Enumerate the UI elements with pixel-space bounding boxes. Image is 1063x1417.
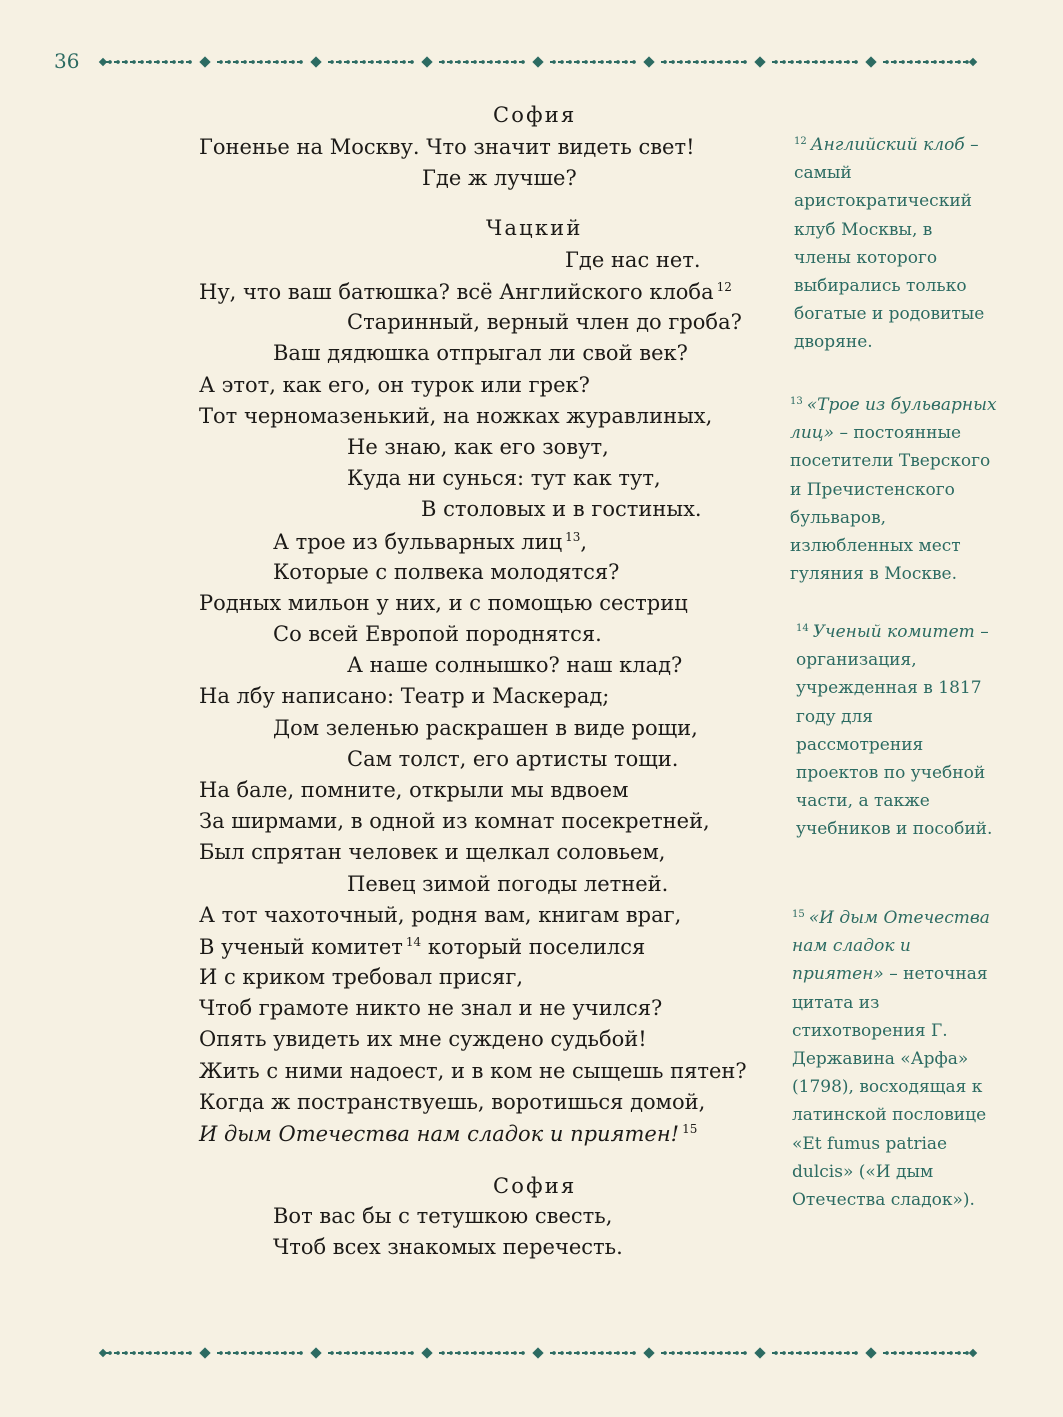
verse-line: На бале, помните, открыли мы вдвоем — [199, 778, 629, 802]
verse-line: Певец зимой погоды летней. — [347, 872, 669, 896]
footnote-ref: 13 — [565, 530, 581, 544]
footnote-ref: 14 — [405, 935, 422, 949]
verse-line: А этот, как его, он турок или грек? — [199, 373, 590, 397]
page-number: 36 — [54, 49, 80, 73]
footnote-13: $^{13}$ «Трое из бульварных лиц» – постоянные посетители Тверского и Пречистенского бульваров, излюбленных мест гуляния в Москве. — [790, 395, 997, 585]
top-ornament-divider — [100, 55, 976, 69]
verse-line: А трое из бульварных лиц $^{13}$, — [273, 530, 588, 554]
speaker-sofia: София — [493, 103, 577, 127]
verse-line: В столовых и в гостиных. — [421, 497, 702, 521]
verse-line: Где нас нет. — [565, 248, 701, 272]
verse-line: А наше солнышко? наш клад? — [347, 653, 683, 677]
verse-line: Не знаю, как его зовут, — [347, 435, 609, 459]
verse-line: В ученый комитет $^{14}$ который поселился — [199, 935, 646, 959]
footnote-15: $^{15}$ «И дым Отечества нам сладок и приятен» – неточная цитата из стихотворения Г. Державина «Арфа» (1798), восходящая к латинской пословице «Et fumus patriae dulcis» («И дым Отечества сладок»). — [792, 908, 990, 1211]
verse-line: Тот черномазенький, на ножках журавлиных, — [199, 404, 713, 428]
verse-line-italic: И дым Отечества нам сладок и приятен! $^{15}$ — [199, 1122, 698, 1146]
bottom-ornament-divider — [100, 1346, 976, 1360]
verse-line: Гоненье на Москву. Что значит видеть свет! — [199, 135, 695, 159]
verse-line: Сам толст, его артисты тощи. — [347, 747, 679, 771]
speaker-sofia: София — [493, 1174, 577, 1198]
verse-line: Которые с полвека молодятся? — [273, 560, 620, 584]
verse-line: Вот вас бы с тетушкою свесть, — [273, 1204, 613, 1228]
footnote-14: $^{14}$ Ученый комитет – организация, учрежденная в 1817 году для рассмотрения проектов по учебной части, а также учебников и пособий. — [796, 622, 993, 840]
verse-line: Жить с ними надоест, и в ком не сыщешь пятен? — [199, 1059, 747, 1083]
speaker-chatsky: Чацкий — [486, 216, 583, 240]
verse-line: Со всей Европой породнятся. — [273, 622, 602, 646]
footnote-12: $^{12}$ Английский клоб – самый аристократический клуб Москвы, в члены которого выбирались только богатые и родовитые дворяне. — [794, 135, 985, 353]
verse-line: Был спрятан человек и щелкал соловьем, — [199, 840, 666, 864]
verse-line: Ну, что ваш батюшка? всё Английского клоба $^{12}$ — [199, 280, 732, 304]
footnote-ref: 12 — [716, 280, 732, 294]
footnote-ref: 15 — [682, 1122, 698, 1136]
verse-line: Чтоб грамоте никто не знал и не учился? — [199, 996, 663, 1020]
verse-line: Куда ни сунься: тут как тут, — [347, 466, 661, 490]
verse-line: Чтоб всех знакомых перечесть. — [273, 1235, 623, 1259]
verse-line: И с криком требовал присяг, — [199, 965, 524, 989]
verse-line: Родных мильон у них, и с помощью сестриц — [199, 591, 688, 615]
verse-line: Дом зеленью раскрашен в виде рощи, — [273, 716, 698, 740]
verse-line: А тот чахоточный, родня вам, книгам враг, — [199, 903, 682, 927]
verse-line: За ширмами, в одной из комнат посекретней, — [199, 809, 710, 833]
verse-line: Ваш дядюшка отпрыгал ли свой век? — [273, 341, 688, 365]
verse-line: Опять увидеть их мне суждено судьбой! — [199, 1027, 647, 1051]
verse-line: Старинный, верный член до гроба? — [347, 310, 742, 334]
verse-line: На лбу написано: Театр и Маскерад; — [199, 684, 610, 708]
verse-line: Где ж лучше? — [422, 166, 577, 190]
verse-line: Когда ж постранствуешь, воротишься домой, — [199, 1090, 706, 1114]
